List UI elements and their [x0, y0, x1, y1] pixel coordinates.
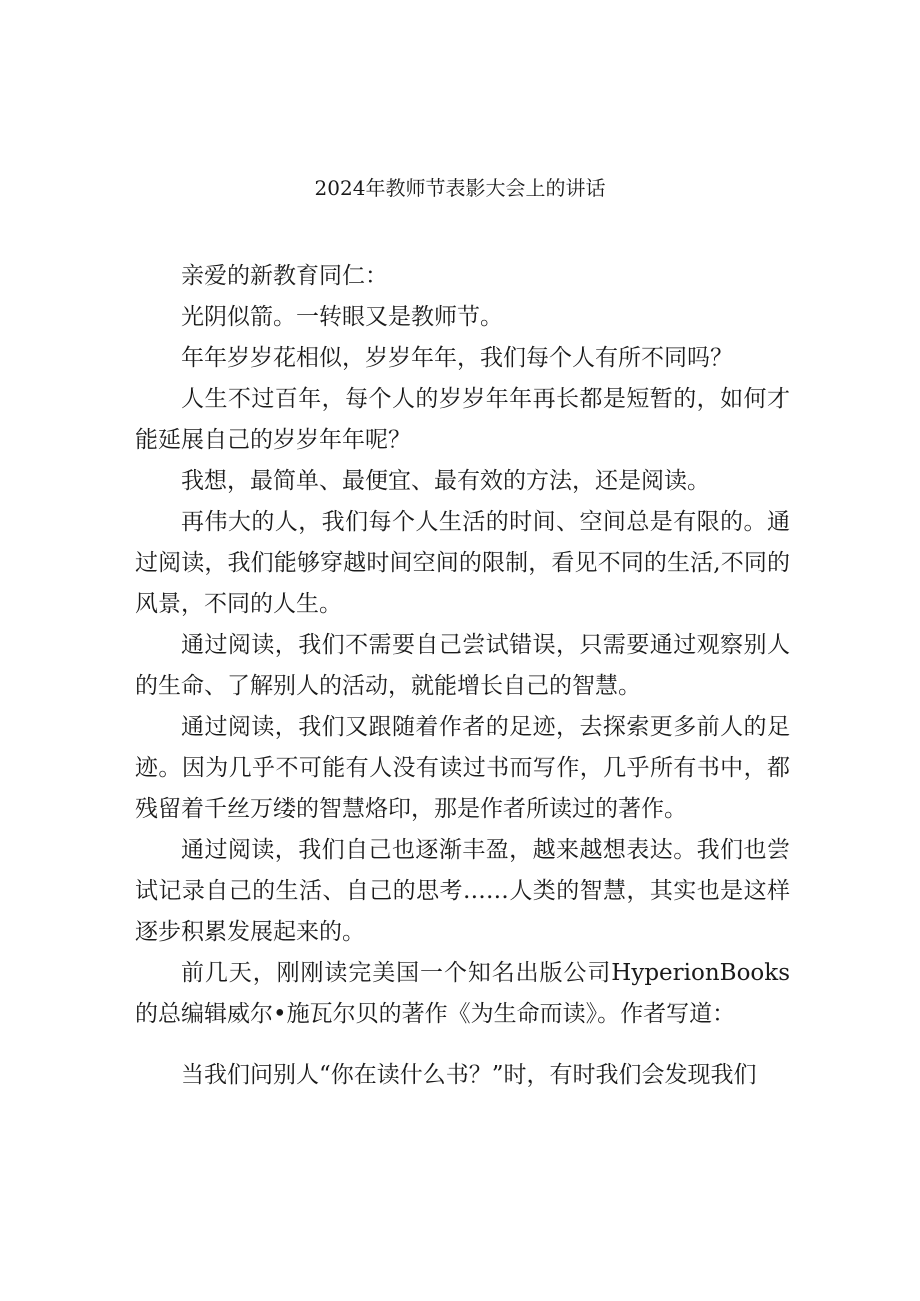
paragraph: 年年岁岁花相似，岁岁年年，我们每个人有所不同吗？ [181, 345, 733, 371]
paragraph: 通过阅读，我们自己也逐渐丰盈，越来越想表达。我们也尝试记录自己的生活、自己的思考……人类的智慧，其实也是这样逐步积累发展起来的。 [135, 837, 790, 945]
paragraph: 前几天，刚刚读完美国一个知名出版公司HyperionBooks的总编辑威尔•施瓦尔贝的著作《为生命而读》。作者写道： [135, 960, 790, 1027]
document-title: 2024年教师节表影大会上的讲话 [314, 176, 606, 200]
paragraph: 通过阅读，我们不需要自己尝试错误，只需要通过观察别人的生命、了解别人的活动，就能增长自己的智慧。 [135, 632, 790, 699]
paragraph: 人生不过百年，每个人的岁岁年年再长都是短暂的，如何才能延展自己的岁岁年年呢？ [135, 386, 790, 453]
paragraph: 光阴似箭。一转眼又是教师节。 [181, 304, 503, 330]
paragraph-greeting: 亲爱的新教育同仁： [181, 263, 388, 289]
paragraph: 我想，最简单、最便宜、最有效的方法，还是阅读。 [181, 468, 710, 494]
document-body [135, 256, 790, 1096]
paragraph-quote: 当我们问别人“你在读什么书？”时，有时我们会发现我们 [181, 1062, 757, 1088]
paragraph: 通过阅读，我们又跟随着作者的足迹，去探索更多前人的足迹。因为几乎不可能有人没有读过书而写作，几乎所有书中，都残留着千丝万缕的智慧烙印，那是作者所读过的著作。 [135, 714, 790, 822]
paragraph: 再伟大的人，我们每个人生活的时间、空间总是有限的。通过阅读，我们能够穿越时间空间的限制，看见不同的生活,不同的风景，不同的人生。 [135, 509, 790, 617]
